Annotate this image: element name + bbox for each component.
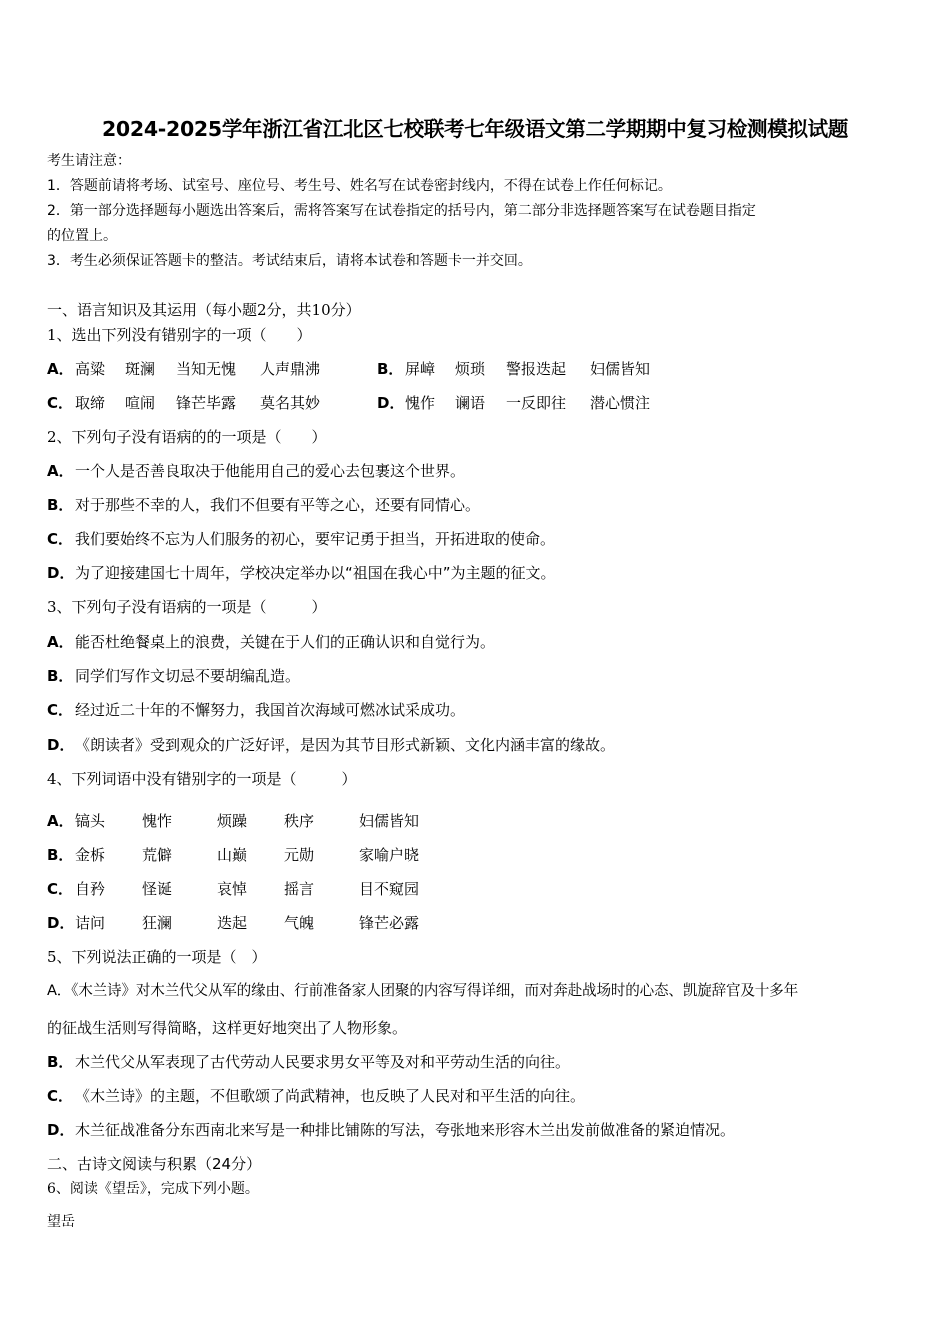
option-letter: D． [377, 394, 405, 412]
option-text: 我们要始终不忘为人们服务的初心，要牢记勇于担当，开拓进取的使命。 [75, 530, 556, 548]
notice-heading: 考生请注意： [47, 153, 131, 169]
q4-option-c [47, 879, 420, 899]
q1-option-b [377, 359, 651, 379]
option-word: 愧怍 [142, 812, 173, 830]
q5-option-c [47, 1086, 586, 1106]
notice-item-3: 3．考生必须保证答题卡的整洁。考试结束后，请将本试卷和答题卡一并交回。 [47, 253, 532, 269]
option-text: 能否杜绝餐桌上的浪费，关键在于人们的正确认识和自觉行为。 [75, 633, 496, 651]
option-text: 木兰征战准备分东西南北来写是一种排比铺陈的写法，夸张地来形容木兰出发前做准备的紧迫情况。 [75, 1121, 736, 1139]
option-letter: A． [47, 360, 74, 378]
option-text: 为了迎接建国七十周年，学校决定举办以“祖国在我心中”为主题的征文。 [75, 564, 556, 582]
q4-option-a [47, 811, 420, 831]
option-text: 木兰代父从军表现了古代劳动人民要求男女平等及对和平劳动生活的向往。 [75, 1053, 571, 1071]
option-word: 谰语 [455, 394, 486, 412]
q4-option-b [47, 845, 420, 865]
option-text: 同学们写作文切忌不要胡编乱造。 [75, 667, 301, 685]
q5-option-b [47, 1052, 571, 1072]
option-word: 屏嶂 [405, 360, 436, 378]
option-letter: D． [47, 564, 75, 582]
option-word: 当知无愧 [176, 360, 237, 378]
option-letter: D． [47, 914, 75, 932]
option-letter: B． [47, 667, 74, 685]
option-word: 诘问 [75, 914, 106, 932]
q4-option-d [47, 913, 420, 933]
q1-stem: 1、选出下列没有错别字的一项（ ） [47, 326, 312, 344]
option-letter: A． [47, 462, 74, 480]
q1-option-a [47, 359, 321, 379]
poem-title: 望岳 [47, 1214, 75, 1230]
option-word: 斑澜 [125, 360, 156, 378]
q2-option-d [47, 563, 556, 583]
option-letter: A． [47, 812, 74, 830]
option-word: 元勋 [284, 846, 315, 864]
q5-option-a-line2: 的征战生活则写得简略，这样更好地突出了人物形象。 [47, 1019, 408, 1037]
option-word: 一反即往 [506, 394, 567, 412]
section2-heading: 二、古诗文阅读与积累（24分） [47, 1155, 262, 1173]
option-word: 镐头 [75, 812, 106, 830]
option-word: 哀悼 [217, 880, 248, 898]
option-letter: C． [47, 394, 74, 412]
q3-option-d [47, 735, 616, 755]
option-letter: B． [377, 360, 404, 378]
notice-item-1: 1．答题前请将考场、试室号、座位号、考生号、姓名写在试卷密封线内，不得在试卷上作任何标记。 [47, 178, 672, 194]
exam-title: 2024-2025学年浙江省江北区七校联考七年级语文第二学期期中复习检测模拟试题 [101, 117, 849, 141]
option-letter: C． [47, 530, 74, 548]
option-letter: C． [47, 701, 74, 719]
q3-option-c [47, 700, 466, 720]
option-letter: B． [47, 496, 74, 514]
q5-stem: 5、下列说法正确的一项是（ ） [47, 948, 267, 966]
notice-item-2: 2．第一部分选择题每小题选出答案后，需将答案写在试卷指定的括号内，第二部分非选择题答案写在试卷题目指定 [47, 203, 756, 219]
option-letter: C． [47, 1087, 74, 1105]
q3-option-a [47, 632, 496, 652]
option-word: 气魄 [284, 914, 315, 932]
option-word: 取缔 [75, 394, 106, 412]
option-word: 秩序 [284, 812, 315, 830]
option-word: 喧闹 [125, 394, 156, 412]
option-text: 《朗读者》受到观众的广泛好评，是因为其节目形式新颖、文化内涵丰富的缘故。 [75, 736, 616, 754]
notice-item-2-cont: 的位置上。 [47, 228, 117, 244]
option-word: 自矜 [75, 880, 106, 898]
option-word: 迭起 [217, 914, 248, 932]
q2-option-c [47, 529, 556, 549]
option-text: 一个人是否善良取决于他能用自己的爱心去包裹这个世界。 [75, 462, 466, 480]
option-word: 愧作 [405, 394, 436, 412]
q2-option-b [47, 495, 481, 515]
option-word: 家喻户晓 [359, 846, 420, 864]
option-word: 狂澜 [142, 914, 173, 932]
option-word: 潜心惯注 [590, 394, 651, 412]
option-word: 锋芒必露 [359, 914, 420, 932]
option-letter: B． [47, 846, 74, 864]
q1-option-c [47, 393, 321, 413]
q5-option-d [47, 1120, 736, 1140]
option-word: 山巅 [217, 846, 248, 864]
q5-option-a-line1: A．《木兰诗》对木兰代父从军的缘由、行前准备家人团聚的内容写得详细，而对奔赴战场时的心态、凯旋辞官及十多年 [47, 982, 798, 999]
option-text: 《木兰诗》的主题，不但歌颂了尚武精神，也反映了人民对和平生活的向往。 [75, 1087, 586, 1105]
option-letter: D． [47, 1121, 75, 1139]
q6-stem: 6、阅读《望岳》，完成下列小题。 [47, 1181, 259, 1197]
option-text: 对于那些不幸的人，我们不但要有平等之心，还要有同情心。 [75, 496, 481, 514]
section1-heading: 一、语言知识及其运用（每小题2分，共10分） [47, 301, 361, 319]
option-letter: C． [47, 880, 74, 898]
q3-option-b [47, 666, 301, 686]
option-word: 锋芒毕露 [176, 394, 237, 412]
option-word: 金柝 [75, 846, 106, 864]
option-letter: B． [47, 1053, 74, 1071]
option-word: 目不窥园 [359, 880, 420, 898]
option-word: 莫名其妙 [260, 394, 321, 412]
option-letter: D． [47, 736, 75, 754]
option-word: 烦琐 [455, 360, 486, 378]
option-word: 怪诞 [142, 880, 173, 898]
option-word: 摇言 [284, 880, 315, 898]
q4-stem: 4、下列词语中没有错别字的一项是（ ） [47, 770, 357, 788]
q3-stem: 3、下列句子没有语病的一项是（ ） [47, 598, 327, 616]
option-word: 荒僻 [142, 846, 173, 864]
option-word: 高粱 [75, 360, 106, 378]
q2-option-a [47, 461, 466, 481]
q1-option-d [377, 393, 651, 413]
option-text: 经过近二十年的不懈努力，我国首次海域可燃冰试采成功。 [75, 701, 466, 719]
option-word: 妇儒皆知 [590, 360, 651, 378]
option-word: 妇儒皆知 [359, 812, 420, 830]
option-letter: A． [47, 633, 74, 651]
option-word: 烦躁 [217, 812, 248, 830]
q2-stem: 2、下列句子没有语病的的一项是（ ） [47, 428, 327, 446]
option-word: 警报迭起 [506, 360, 567, 378]
option-word: 人声鼎沸 [260, 360, 321, 378]
